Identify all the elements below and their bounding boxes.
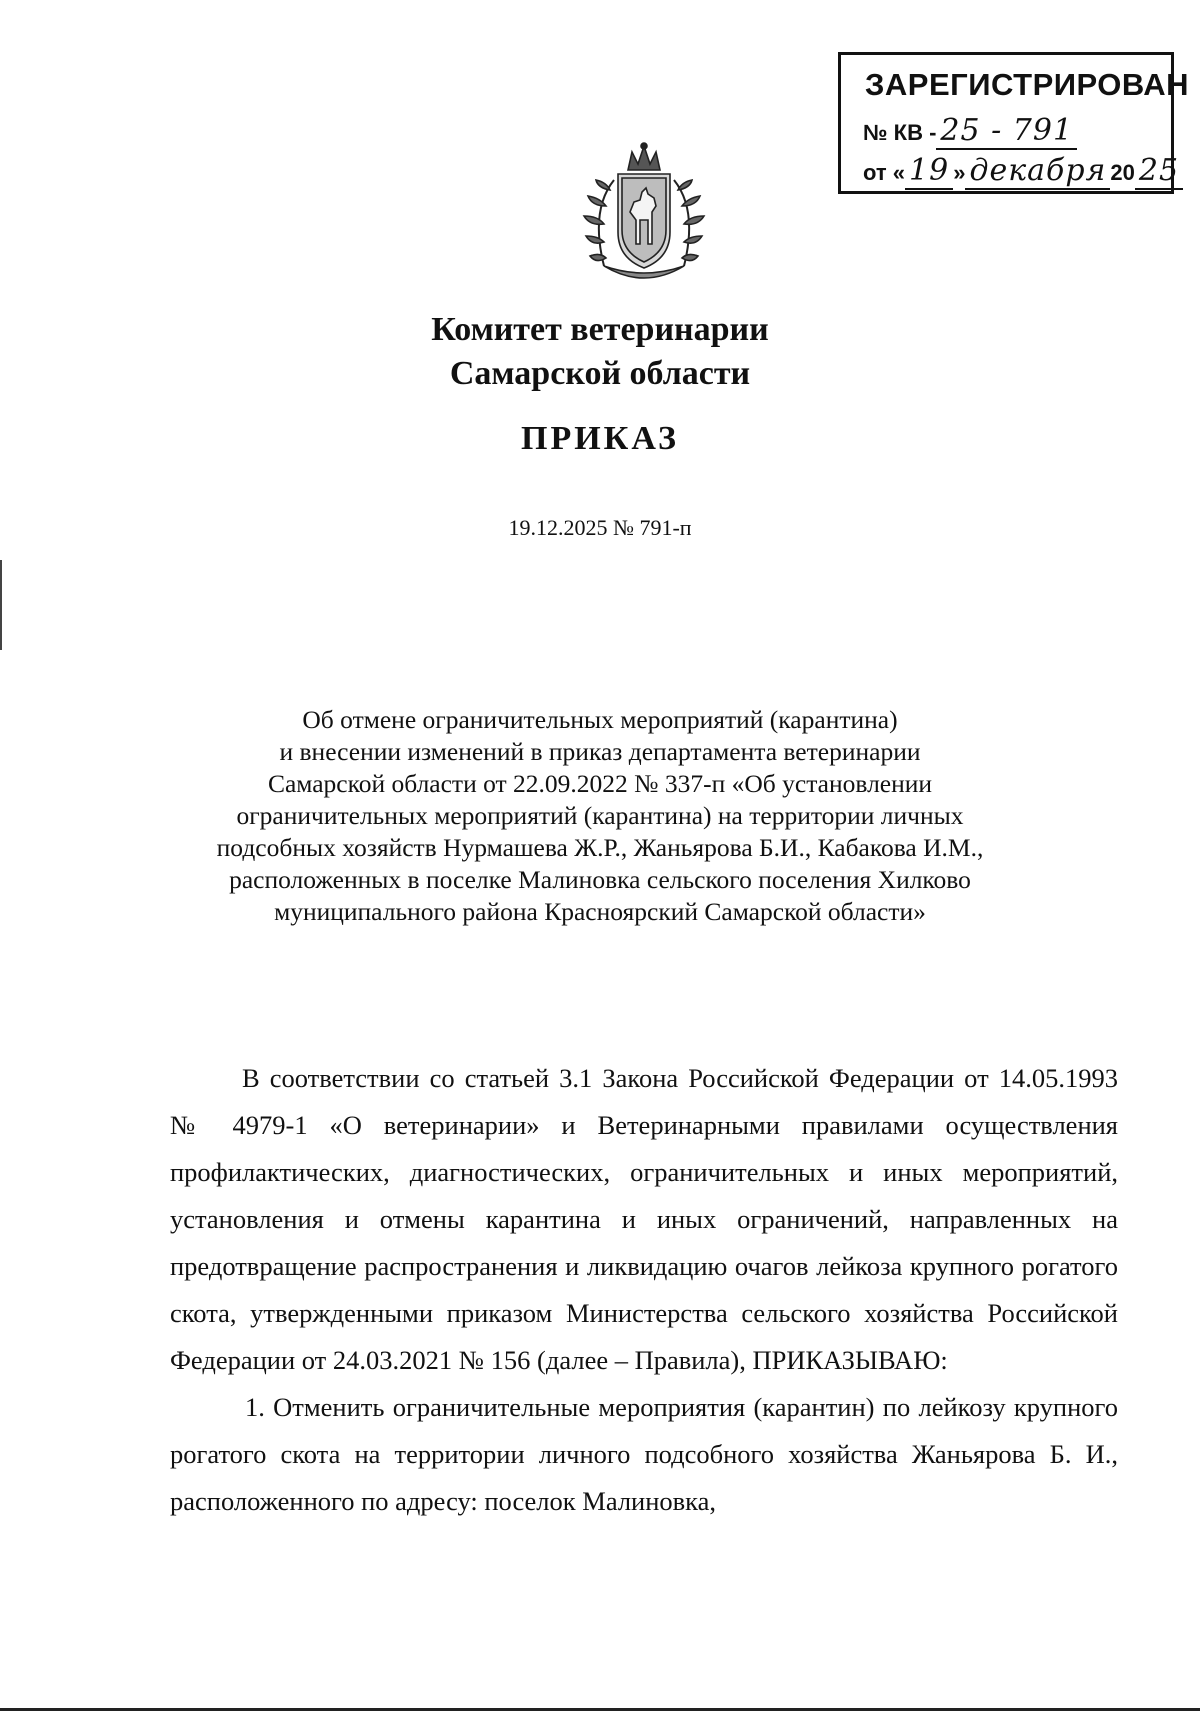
subject-line: расположенных в поселке Малиновка сельского поселения Хилково [229,865,971,894]
subject-line: и внесении изменений в приказ департамента ветеринарии [279,737,921,766]
stamp-date-row [863,153,1183,188]
subject-line: муниципального района Красноярский Самарской области» [274,897,926,926]
stamp-date-month: декабря [965,153,1110,190]
scan-bottom-edge [0,1708,1200,1711]
document-subject [0,704,1200,928]
stamp-date-sep: » [953,160,966,185]
subject-line: Самарской области от 22.09.2022 № 337-п «Об установлении [267,769,933,798]
body-paragraph-preamble: В соответствии со статьей 3.1 Закона Российской Федерации от 14.05.1993 № 4979-1 «О ветеринарии» и Ветеринарными правилами осуществления профилактических, диагностических, ограничительных и иных мероприятий, установления и отмены карантина и иных ограничений, направленных на предотвращение распространения и ликвидацию очагов лейкоза крупного рогатого скота, утвержденными приказом Министерства сельского хозяйства Российской Федерации от 24.03.2021 № 156 (далее – Правила), ПРИКАЗЫВАЮ: [170,1063,1118,1375]
samara-coat-of-arms-icon [570,140,718,292]
organization-line-1: Комитет ветеринарии [431,311,769,348]
stamp-title: ЗАРЕГИСТРИРОВАН [865,67,1190,102]
subject-line: ограничительных мероприятий (карантина) на территории личных [236,801,964,830]
stamp-number-row [863,113,1077,148]
stamp-date-year-prefix: 20 [1110,160,1135,185]
stamp-number-label: № КВ - [863,120,937,145]
document-type: ПРИКАЗ [521,420,679,457]
subject-line: Об отмене ограничительных мероприятий (карантина) [302,705,898,734]
document-date-number: 19.12.2025 № 791-п [508,515,692,540]
stamp-number-handwritten: 25 - 791 [936,113,1077,150]
stamp-date-day: 19 [905,153,953,190]
scan-edge-mark [0,560,2,650]
organization-line-2: Самарской области [449,355,751,392]
stamp-date-prefix: от « [863,160,906,185]
registration-stamp [838,52,1190,194]
stamp-date-year: 25 [1135,153,1183,190]
subject-line: подсобных хозяйств Нурмашева Ж.Р., Жаньярова Б.И., Кабакова И.М., [216,833,984,862]
body-paragraph-item-1: 1. Отменить ограничительные мероприятия (карантин) по лейкозу крупного рогатого скота на территории личного подсобного хозяйства Жаньярова Б. И., расположенного по адресу: поселок Малиновка, [170,1392,1118,1516]
organization-name [0,308,1200,396]
document-body [170,1055,1118,1525]
